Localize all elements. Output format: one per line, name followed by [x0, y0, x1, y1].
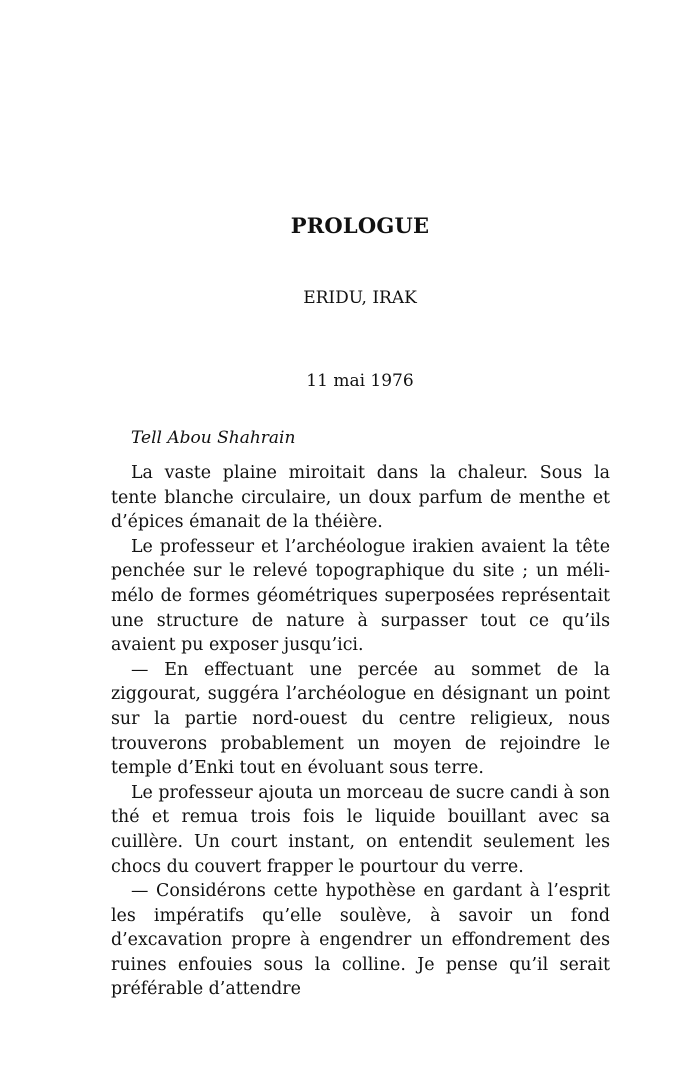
- paragraph: — En effectuant une percée au sommet de la ziggourat, suggéra l’archéologue en désignant un point sur la partie nord-ouest du centre religieux, nous trouverons probablement un moyen de rejoindre le temple d’Enki tout en évoluant sous terre.: [111, 659, 610, 779]
- body-text: [111, 461, 610, 1002]
- chapter-title: PROLOGUE: [290, 213, 430, 238]
- chapter-date: 11 mai 1976: [306, 371, 414, 391]
- chapter-location: ERIDU, IRAK: [303, 288, 417, 308]
- paragraph: — Considérons cette hypothèse en gardant à l’esprit les impératifs qu’elle soulève, à savoir un fond d’excavation propre à engendrer un effondrement des ruines enfouies sous la colline. Je pense qu’il serait préférable d’attendre: [111, 881, 610, 1000]
- paragraph: La vaste plaine miroitait dans la chaleur. Sous la tente blanche circulaire, un doux parfum de menthe et d’épices émanait de la théière.: [111, 463, 610, 533]
- paragraph: Le professeur ajouta un morceau de sucre candi à son thé et remua trois fois le liquide bouillant avec sa cuillère. Un court instant, on entendit seulement les chocs du couvert frapper le pourtour du verre.: [111, 782, 610, 877]
- paragraph: Le professeur et l’archéologue irakien avaient la tête penchée sur le relevé topographique du site ; un méli-mélo de formes géométriques superposées représentait une structure de nature à surpasser tout ce qu’ils avaient pu exposer jusqu’ici.: [111, 536, 610, 656]
- scene-place-label: Tell Abou Shahrain: [131, 428, 296, 448]
